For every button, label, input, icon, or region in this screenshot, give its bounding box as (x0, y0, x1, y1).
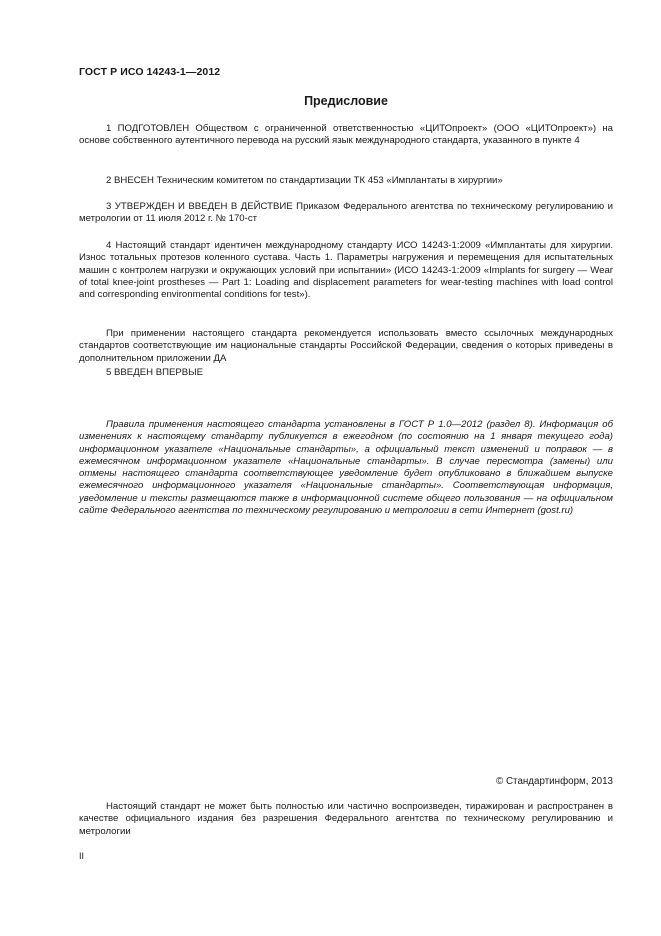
paragraph-3: 3 УТВЕРЖДЕН И ВВЕДЕН В ДЕЙСТВИЕ Приказом Федерального агентства по техническому регулированию и метрологии от 11 июля 2012 г. № 170-ст (79, 201, 613, 225)
paragraph-2: 2 ВНЕСЕН Техническим комитетом по стандартизации ТК 453 «Имплантаты в хирургии» (106, 175, 503, 186)
usage-rules-italic-block: Правила применения настоящего стандарта установлены в ГОСТ Р 1.0—2012 (раздел 8). Информация об изменениях к настоящему стандарту публикуется в ежегодном (по состоянию на 1 января текущего года) информационном указателе «Национальные стандарты», а официальный текст изменений и поправок — в ежемесячном информационном указателе «Национальные стандарты». В случае пересмотра (замены) или отмены настоящего стандарта соответствующее уведомление будет опубликовано в ближайшем выпуске ежемесячного информационного указателя «Национальные стандарты». Соответствующая информация, уведомление и тексты размещаются также в информационной системе общего пользования — на официальном сайте Федерального агентства по техническому регулированию и метрологии в сети Интернет (gost.ru) (79, 419, 613, 517)
paragraph-1: 1 ПОДГОТОВЛЕН Обществом с ограниченной ответственностью «ЦИТОпроект» (ООО «ЦИТОпроект») на основе собственного аутентичного перевода на русский язык международного стандарта, указанного в пункте 4 (79, 123, 613, 147)
page-title: Предисловие (304, 94, 388, 108)
page-number: II (79, 851, 85, 861)
copyright-line: © Стандартинформ, 2013 (496, 776, 613, 787)
document-code-header: ГОСТ Р ИСО 14243-1—2012 (79, 66, 221, 78)
paragraph-4-note: При применении настоящего стандарта рекомендуется использовать вместо ссылочных международных стандартов соответствующие им национальные стандарты Российской Федерации, сведения о которых приведены в дополнительном приложении ДА (79, 328, 613, 364)
paragraph-5: 5 ВВЕДЕН ВПЕРВЫЕ (106, 367, 204, 378)
reproduction-notice: Настоящий стандарт не может быть полностью или частично воспроизведен, тиражирован и распространен в качестве официального издания без разрешения Федерального агентства по техническому регулированию и метрологии (79, 801, 613, 837)
paragraph-4: 4 Настоящий стандарт идентичен международному стандарту ИСО 14243-1:2009 «Имплантаты для хирургии. Износ тотальных протезов коленного сустава. Часть 1. Параметры нагружения и перемещения для испытательных машин с контролем нагрузки и окружающих условий при испытании» (ИСО 14243-1:2009 «Implants for surgery — Wear of total knee-joint prostheses — Part 1: Loading and displacement parameters for wear-testing machines with load control and corresponding environmental conditions for test»). (79, 240, 613, 301)
